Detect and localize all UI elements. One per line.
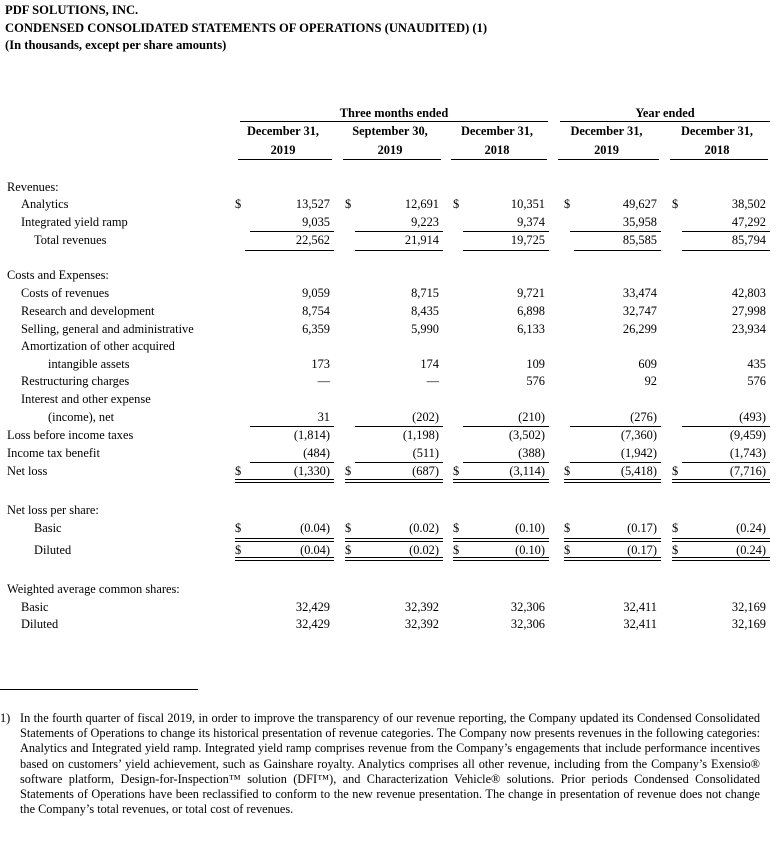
table-cell: 5,990 — [411, 322, 439, 336]
table-cell: (1,743) — [729, 446, 766, 460]
statement-subtitle: (In thousands, except per share amounts) — [5, 38, 227, 52]
currency-symbol: $ — [672, 464, 679, 478]
table-cell: 6,133 — [517, 322, 545, 336]
subtotal-rule — [355, 231, 443, 232]
total-double-rule — [235, 541, 334, 542]
table-cell: (5,418) — [620, 464, 657, 478]
table-cell: 576 — [747, 374, 766, 388]
table-cell: (687) — [412, 464, 439, 478]
currency-symbol: $ — [345, 197, 352, 211]
row-label: Income tax benefit — [7, 446, 100, 460]
total-double-rule — [345, 479, 443, 480]
subtotal-rule — [355, 250, 443, 251]
currency-symbol: $ — [345, 464, 352, 478]
table-cell: 32,169 — [731, 600, 766, 614]
table-cell: 32,392 — [404, 600, 439, 614]
row-label: Interest and other expense — [21, 392, 151, 406]
table-cell: (0.02) — [409, 543, 439, 557]
total-double-rule — [453, 560, 549, 561]
currency-symbol: $ — [672, 521, 679, 535]
table-cell: 8,435 — [411, 304, 439, 318]
total-double-rule — [564, 557, 661, 558]
table-cell: 9,721 — [517, 286, 545, 300]
group-three-months-rule — [240, 121, 548, 122]
table-cell: 174 — [420, 357, 439, 371]
subtotal-rule — [682, 426, 770, 427]
row-label: Amortization of other acquired — [21, 339, 175, 353]
table-cell: (0.17) — [627, 543, 657, 557]
subtotal-rule — [463, 426, 549, 427]
subtotal-rule — [570, 231, 661, 232]
table-cell: 21,914 — [404, 233, 439, 247]
row-label: Restructuring charges — [21, 374, 130, 388]
table-cell: 6,359 — [302, 322, 330, 336]
table-cell: (1,198) — [402, 428, 439, 442]
table-cell: (0.02) — [409, 521, 439, 535]
table-cell: (484) — [303, 446, 330, 460]
table-cell: (0.17) — [627, 521, 657, 535]
table-cell: 32,169 — [731, 617, 766, 631]
total-double-rule — [235, 538, 334, 539]
table-cell: (493) — [739, 410, 766, 424]
table-cell: 85,794 — [731, 233, 766, 247]
table-cell: (7,360) — [620, 428, 657, 442]
table-cell: 173 — [311, 357, 330, 371]
table-cell: 10,351 — [510, 197, 545, 211]
row-label: Net loss — [7, 464, 48, 478]
column-header-2-line2: 2018 — [484, 143, 510, 157]
column-header-0-rule — [238, 159, 332, 160]
subtotal-rule — [245, 250, 334, 251]
row-label: Total revenues — [34, 233, 107, 247]
row-label: Weighted average common shares: — [7, 582, 180, 596]
total-double-rule — [453, 541, 549, 542]
table-cell: 32,747 — [622, 304, 657, 318]
footnote-marker: 1) — [0, 711, 11, 725]
table-cell: (202) — [412, 410, 439, 424]
table-cell: 109 — [526, 357, 545, 371]
row-label: intangible assets — [48, 357, 130, 371]
currency-symbol: $ — [453, 543, 460, 557]
table-cell: (3,114) — [509, 464, 545, 478]
company-name: PDF SOLUTIONS, INC. — [5, 3, 139, 17]
table-cell: 9,374 — [517, 215, 545, 229]
table-cell: (0.04) — [300, 521, 330, 535]
table-cell: 23,934 — [731, 322, 766, 336]
row-label: Diluted — [21, 617, 59, 631]
table-cell: 33,474 — [622, 286, 657, 300]
currency-symbol: $ — [235, 543, 242, 557]
table-cell: 8,715 — [411, 286, 439, 300]
table-cell: 47,292 — [731, 215, 766, 229]
subtotal-rule — [682, 462, 770, 463]
column-header-3-line2: 2019 — [594, 143, 619, 157]
total-double-rule — [345, 560, 443, 561]
row-label: Analytics — [21, 197, 69, 211]
row-label: Integrated yield ramp — [21, 215, 128, 229]
subtotal-rule — [355, 462, 443, 463]
table-cell: (3,502) — [508, 428, 545, 442]
total-double-rule — [672, 541, 770, 542]
subtotal-rule — [463, 250, 549, 251]
row-label: (income), net — [48, 410, 115, 424]
row-label: Revenues: — [7, 180, 59, 194]
row-label: Diluted — [34, 543, 72, 557]
table-cell: (9,459) — [729, 428, 766, 442]
currency-symbol: $ — [564, 464, 571, 478]
column-header-4-line1: December 31, — [680, 124, 754, 138]
total-double-rule — [235, 557, 334, 558]
table-cell: (210) — [518, 410, 545, 424]
table-cell: 26,299 — [622, 322, 657, 336]
table-cell: 42,803 — [731, 286, 766, 300]
table-cell: 32,411 — [623, 617, 657, 631]
table-cell: 9,035 — [302, 215, 330, 229]
table-cell: — — [426, 374, 439, 388]
total-double-rule — [235, 482, 334, 483]
total-double-rule — [235, 479, 334, 480]
row-label: Costs of revenues — [21, 286, 110, 300]
table-cell: (0.10) — [515, 521, 545, 535]
table-cell: (0.24) — [736, 543, 766, 557]
total-double-rule — [345, 541, 443, 542]
table-cell: 576 — [526, 374, 545, 388]
currency-symbol: $ — [672, 543, 679, 557]
currency-symbol: $ — [453, 521, 460, 535]
group-three-months: Three months ended — [339, 106, 449, 120]
column-header-1-line2: 2019 — [377, 143, 403, 157]
column-header-0-line2: 2019 — [270, 143, 296, 157]
table-cell: 435 — [747, 357, 766, 371]
column-header-3-rule — [558, 159, 659, 160]
subtotal-rule — [574, 250, 661, 251]
table-cell: (0.24) — [736, 521, 766, 535]
currency-symbol: $ — [564, 543, 571, 557]
table-cell: 92 — [644, 374, 657, 388]
table-cell: 32,429 — [295, 600, 330, 614]
table-cell: 9,059 — [302, 286, 330, 300]
total-double-rule — [672, 538, 770, 539]
table-cell: 31 — [317, 410, 330, 424]
total-double-rule — [564, 479, 661, 480]
row-label: Selling, general and administrative — [21, 322, 194, 336]
column-header-0-line1: December 31, — [246, 124, 320, 138]
total-double-rule — [672, 482, 770, 483]
table-cell: 8,754 — [302, 304, 330, 318]
currency-symbol: $ — [235, 464, 242, 478]
footnote-text: In the fourth quarter of fiscal 2019, in order to improve the transparency of our revenue reporting, the Company updated its Condensed Consolidated Statements of Operations to change its historical presentation of revenue categories. The Company now presents revenues in the following categories: Analytics and Integrated yield ramp. Integrated yield ramp comprises revenue from the Company’s engagements that include performance incentives based on customers’ yield achievement, such as Gainshare royalty. Analytics comprises all other revenue, including from the Company’s Exensio® software platform, Design-for-Inspection™ solution (DFI™), and Characterization Vehicle® solutions. Prior periods Condensed Consolidated Statements of Operations have been reclassified to conform to the new revenue presentation. The change in presentation of revenue does not change the Company’s total revenues, or total cost of revenues. — [20, 711, 760, 817]
currency-symbol: $ — [345, 521, 352, 535]
table-cell: (276) — [630, 410, 657, 424]
table-cell: (0.10) — [515, 543, 545, 557]
subtotal-rule — [355, 426, 443, 427]
table-cell: 9,223 — [411, 215, 439, 229]
table-cell: (1,814) — [293, 428, 330, 442]
table-cell: 49,627 — [622, 197, 657, 211]
total-double-rule — [345, 482, 443, 483]
subtotal-rule — [570, 426, 661, 427]
table-cell: 19,725 — [510, 233, 545, 247]
subtotal-rule — [250, 231, 334, 232]
table-cell: (1,942) — [620, 446, 657, 460]
table-cell: 12,691 — [404, 197, 439, 211]
table-cell: 609 — [638, 357, 657, 371]
total-double-rule — [453, 479, 549, 480]
table-cell: 32,429 — [295, 617, 330, 631]
row-label: Basic — [34, 521, 62, 535]
subtotal-rule — [463, 231, 549, 232]
row-label: Net loss per share: — [7, 503, 99, 517]
row-label: Research and development — [21, 304, 155, 318]
column-header-2-line1: December 31, — [460, 124, 534, 138]
subtotal-rule — [570, 462, 661, 463]
table-cell: 32,306 — [510, 617, 545, 631]
table-cell: 13,527 — [295, 197, 330, 211]
row-label: Basic — [21, 600, 49, 614]
statement-title: CONDENSED CONSOLIDATED STATEMENTS OF OPERATIONS (UNAUDITED) (1) — [5, 21, 488, 35]
column-header-1-line1: September 30, — [352, 124, 428, 138]
total-double-rule — [564, 538, 661, 539]
subtotal-rule — [682, 250, 770, 251]
table-cell: 27,998 — [731, 304, 766, 318]
total-double-rule — [453, 482, 549, 483]
subtotal-rule — [682, 231, 770, 232]
total-double-rule — [453, 538, 549, 539]
total-double-rule — [564, 560, 661, 561]
table-cell: 35,958 — [622, 215, 657, 229]
total-double-rule — [235, 560, 334, 561]
subtotal-rule — [250, 462, 334, 463]
table-cell: (1,330) — [293, 464, 330, 478]
table-cell: (511) — [412, 446, 439, 460]
currency-symbol: $ — [345, 543, 352, 557]
table-cell: 32,411 — [623, 600, 657, 614]
table-cell: 22,562 — [295, 233, 330, 247]
total-double-rule — [672, 557, 770, 558]
currency-symbol: $ — [453, 464, 460, 478]
currency-symbol: $ — [564, 197, 571, 211]
table-cell: (7,716) — [729, 464, 766, 478]
footnote-separator — [0, 689, 198, 690]
currency-symbol: $ — [672, 197, 679, 211]
column-header-2-rule — [451, 159, 547, 160]
table-cell: — — [317, 374, 330, 388]
column-header-4-rule — [670, 159, 768, 160]
row-label: Loss before income taxes — [7, 428, 134, 442]
total-double-rule — [672, 479, 770, 480]
total-double-rule — [564, 541, 661, 542]
table-cell: 32,306 — [510, 600, 545, 614]
table-cell: 38,502 — [731, 197, 766, 211]
row-label: Costs and Expenses: — [7, 268, 109, 282]
currency-symbol: $ — [564, 521, 571, 535]
currency-symbol: $ — [235, 197, 242, 211]
currency-symbol: $ — [453, 197, 460, 211]
subtotal-rule — [463, 462, 549, 463]
table-cell: 32,392 — [404, 617, 439, 631]
table-cell: (388) — [518, 446, 545, 460]
total-double-rule — [564, 482, 661, 483]
total-double-rule — [345, 538, 443, 539]
table-cell: 6,898 — [517, 304, 545, 318]
column-header-3-line1: December 31, — [570, 124, 643, 138]
group-year-ended-rule — [560, 121, 770, 122]
total-double-rule — [672, 560, 770, 561]
total-double-rule — [453, 557, 549, 558]
total-double-rule — [345, 557, 443, 558]
column-header-1-rule — [343, 159, 441, 160]
table-cell: (0.04) — [300, 543, 330, 557]
currency-symbol: $ — [235, 521, 242, 535]
table-cell: 85,585 — [622, 233, 657, 247]
subtotal-rule — [250, 426, 334, 427]
column-header-4-line2: 2018 — [704, 143, 730, 157]
group-year-ended: Year ended — [635, 106, 695, 120]
